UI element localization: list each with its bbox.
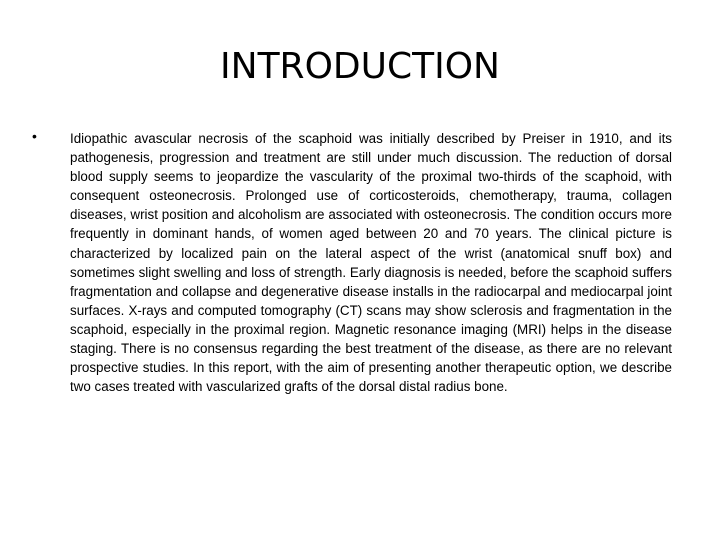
introduction-paragraph: Idiopathic avascular necrosis of the scaphoid was initially described by Preiser in 1910, and its pathogenesis, progression and treatment are still under much discussion. The reduction of dorsal blood supply seems to jeopardize the vascularity of the proximal two-thirds of the scaphoid, with consequent osteonecrosis. Prolonged use of corticosteroids, chemotherapy, trauma, collagen diseases, wrist position and alcoholism are associated with osteonecrosis. The condition occurs more frequently in dominant hands, of women aged between 20 and 70 years. The clinical picture is characterized by localized pain on the lateral aspect of the wrist (anatomical snuff box) and sometimes slight swelling and loss of strength. Early diagnosis is needed, before the scaphoid suffers fragmentation and collapse and degenerative disease installs in the radiocarpal and mediocarpal joint surfaces. X-rays and computed tomography (CT) scans may show sclerosis and fragmentation in the scaphoid, especially in the proximal region. Magnetic resonance imaging (MRI) helps in the disease staging. There is no consensus regarding the best treatment of the disease, as there are no relevant prospective studies. In this report, with the aim of presenting another therapeutic option, we describe two cases treated with vascularized grafts of the dorsal distal radius bone. xyxy=(70,131,672,395)
bullet-marker: • xyxy=(32,128,37,144)
slide-title: INTRODUCTION xyxy=(220,46,500,87)
